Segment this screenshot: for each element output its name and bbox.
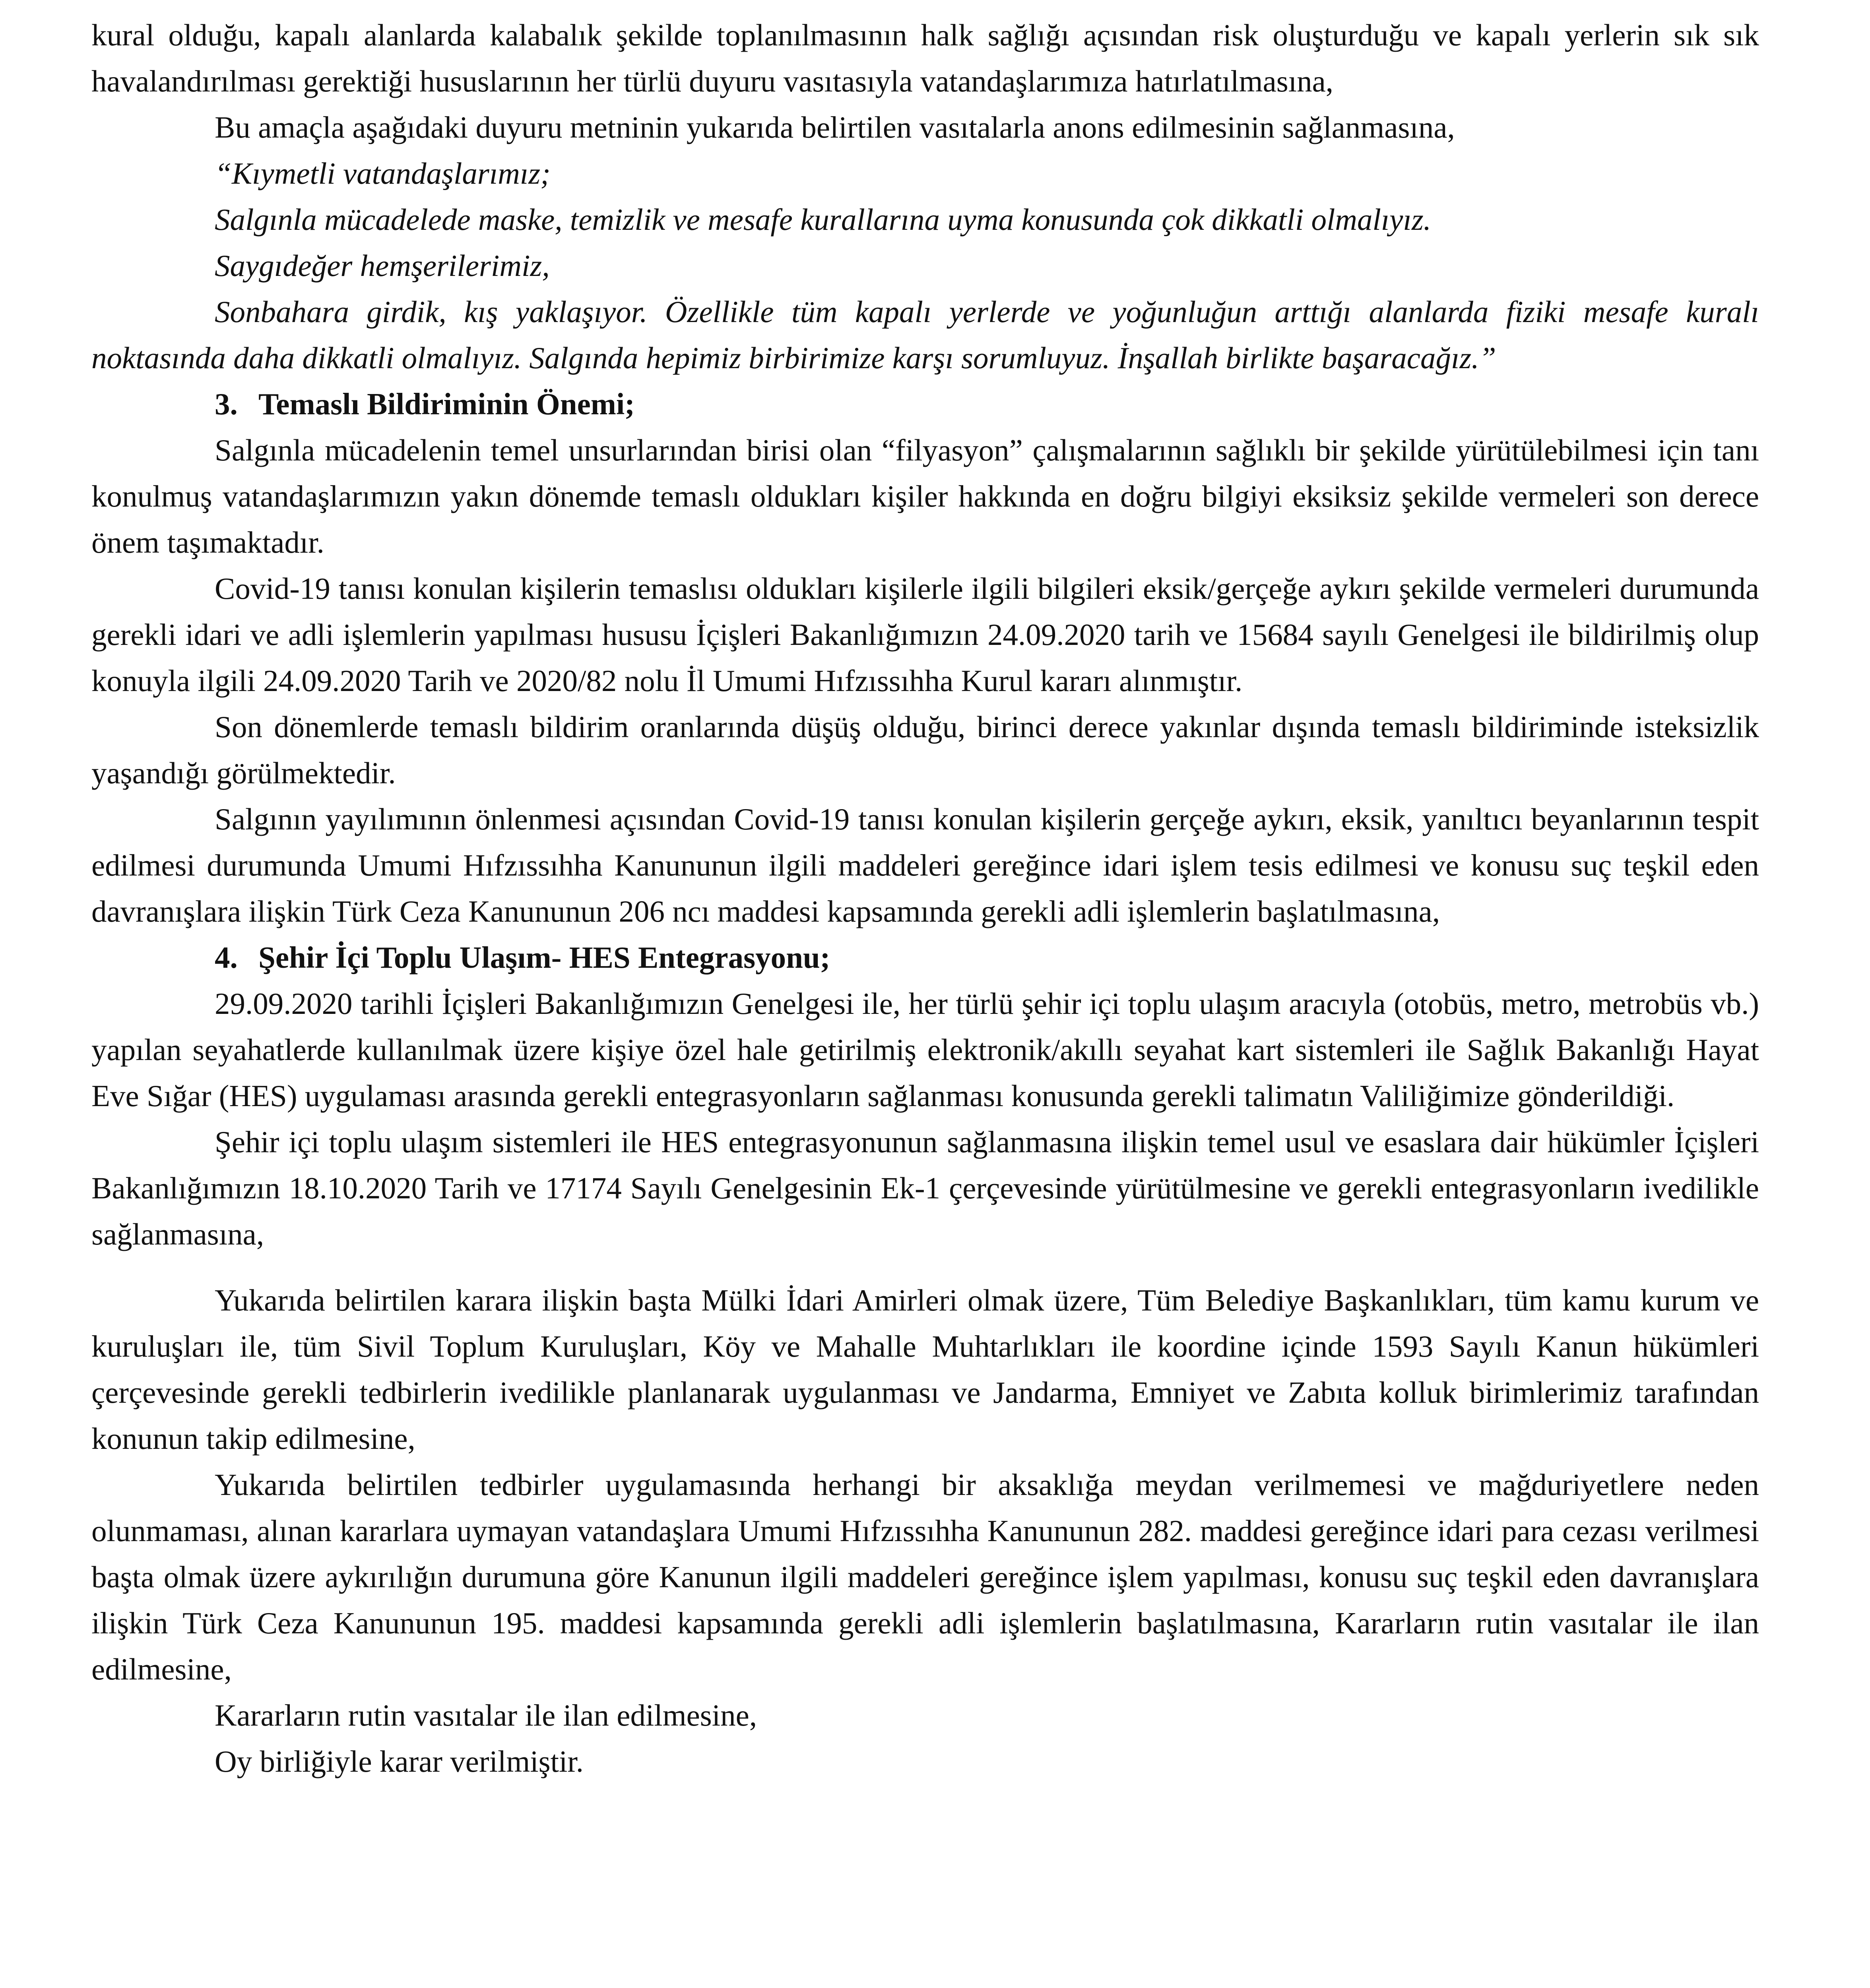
document-body (91, 12, 1759, 1784)
section-3-number: 3. (215, 387, 238, 421)
closing-announcement: Kararların rutin vasıtalar ile ilan edilmesine, (215, 1698, 757, 1732)
section-3-paragraph-1: Salgınla mücadelenin temel unsurlarından birisi olan “filyasyon” çalışmalarının sağlıklı bir şekilde yürütülebilmesi için tanı konulmuş vatandaşlarımızın yakın dönemde temaslı oldukları kişiler hakkında en doğru bilgiyi eksiksiz şekilde vermeleri son derece önem taşımaktadır. (91, 433, 1759, 559)
section-3-title: Temaslı Bildiriminin Önemi; (258, 387, 635, 421)
section-3-heading (91, 381, 1759, 427)
section-4-heading (91, 934, 1759, 980)
quote-autumn: Sonbahara girdik, kış yaklaşıyor. Özellikle tüm kapalı yerlerde ve yoğunluğun arttığı alanlarda fiziki mesafe kuralı noktasında daha dikkatli olmalıyız. Salgında hepimiz birbirimize karşı sorumluyuz. İnşallah birlikte başaracağız.” (91, 295, 1759, 375)
section-3-paragraph-2: Covid-19 tanısı konulan kişilerin temaslısı oldukları kişilerle ilgili bilgileri eksik/gerçeğe aykırı şekilde vermeleri durumunda gerekli idari ve adli işlemlerin yapılması hususu İçişleri Bakanlığımızın 24.09.2020 tarih ve 15684 sayılı Genelgesi ile bildirilmiş olup konuyla ilgili 24.09.2020 Tarih ve 2020/82 nolu İl Umumi Hıfzıssıhha Kurul kararı alınmıştır. (91, 571, 1759, 698)
section-4-number: 4. (215, 940, 238, 975)
quote-mask-rules: Salgınla mücadelede maske, temizlik ve mesafe kurallarına uyma konusunda çok dikkatli olmalıyız. (215, 202, 1432, 237)
paragraph-intro-continuation: kural olduğu, kapalı alanlarda kalabalık şekilde toplanılmasının halk sağlığı açısından risk oluşturduğu ve kapalı yerlerin sık sık havalandırılması gerektiği hususlarının her türlü duyuru vasıtasıyla vatandaşlarımıza hatırlatılmasına, (91, 18, 1759, 98)
quote-address: Saygıdeğer hemşerilerimiz, (215, 248, 550, 283)
section-4-title: Şehir İçi Toplu Ulaşım- HES Entegrasyonu; (258, 940, 830, 975)
paragraph-coordination: Yukarıda belirtilen karara ilişkin başta Mülki İdari Amirleri olmak üzere, Tüm Belediye Başkanlıkları, tüm kamu kurum ve kuruluşları ile, tüm Sivil Toplum Kuruluşları, Köy ve Mahalle Muhtarlıkları ile koordine içinde 1593 Sayılı Kanun hükümleri çerçevesinde gerekli tedbirlerin ivedilikle planlanarak uygulanması ve Jandarma, Emniyet ve Zabıta kolluk birimlerimiz tarafından konunun takip edilmesine, (91, 1283, 1759, 1456)
quote-greeting: “Kıymetli vatandaşlarımız; (215, 156, 551, 190)
section-4-paragraph-2: Şehir içi toplu ulaşım sistemleri ile HES entegrasyonunun sağlanmasına ilişkin temel usul ve esaslara dair hükümler İçişleri Bakanlığımızın 18.10.2020 Tarih ve 17174 Sayılı Genelgesinin Ek-1 çerçevesinde yürütülmesine ve gerekli entegrasyonların ivedilikle sağlanmasına, (91, 1125, 1759, 1251)
section-4-paragraph-1: 29.09.2020 tarihli İçişleri Bakanlığımızın Genelgesi ile, her türlü şehir içi toplu ulaşım aracıyla (otobüs, metro, metrobüs vb.) yapılan seyahatlerde kullanılmak üzere kişiye özel hale getirilmiş elektronik/akıllı seyahat kart sistemleri ile Sağlık Bakanlığı Hayat Eve Sığar (HES) uygulaması arasında gerekli entegrasyonların sağlanması konusunda gerekli talimatın Valiliğimize gönderildiği. (91, 986, 1759, 1113)
paragraph-measures: Yukarıda belirtilen tedbirler uygulamasında herhangi bir aksaklığa meydan verilmemesi ve mağduriyetlere neden olunmaması, alınan kararlara uymayan vatandaşlara Umumi Hıfzıssıhha Kanununun 282. maddesi gereğince idari para cezası verilmesi başta olmak üzere aykırılığın durumuna göre Kanunun ilgili maddeleri gereğince işlem yapılması, konusu suç teşkil eden davranışlara ilişkin Türk Ceza Kanununun 195. maddesi kapsamında gerekli adli işlemlerin başlatılmasına, Kararların rutin vasıtalar ile ilan edilmesine, (91, 1468, 1759, 1686)
paragraph-gap (91, 1257, 1759, 1277)
section-3-paragraph-4: Salgının yayılımının önlenmesi açısından Covid-19 tanısı konulan kişilerin gerçeğe aykırı, eksik, yanıltıcı beyanlarının tespit edilmesi durumunda Umumi Hıfzıssıhha Kanununun ilgili maddeleri gereğince idari işlem tesis edilmesi ve konusu suç teşkil eden davranışlara ilişkin Türk Ceza Kanununun 206 ncı maddesi kapsamında gerekli adli işlemlerin başlatılmasına, (91, 802, 1759, 928)
section-3-paragraph-3: Son dönemlerde temaslı bildirim oranlarında düşüş olduğu, birinci derece yakınlar dışında temaslı bildiriminde isteksizlik yaşandığı görülmektedir. (91, 710, 1759, 790)
closing-decision: Oy birliğiyle karar verilmiştir. (215, 1744, 584, 1778)
paragraph-announcement: Bu amaçla aşağıdaki duyuru metninin yukarıda belirtilen vasıtalarla anons edilmesinin sağlanmasına, (215, 110, 1455, 144)
